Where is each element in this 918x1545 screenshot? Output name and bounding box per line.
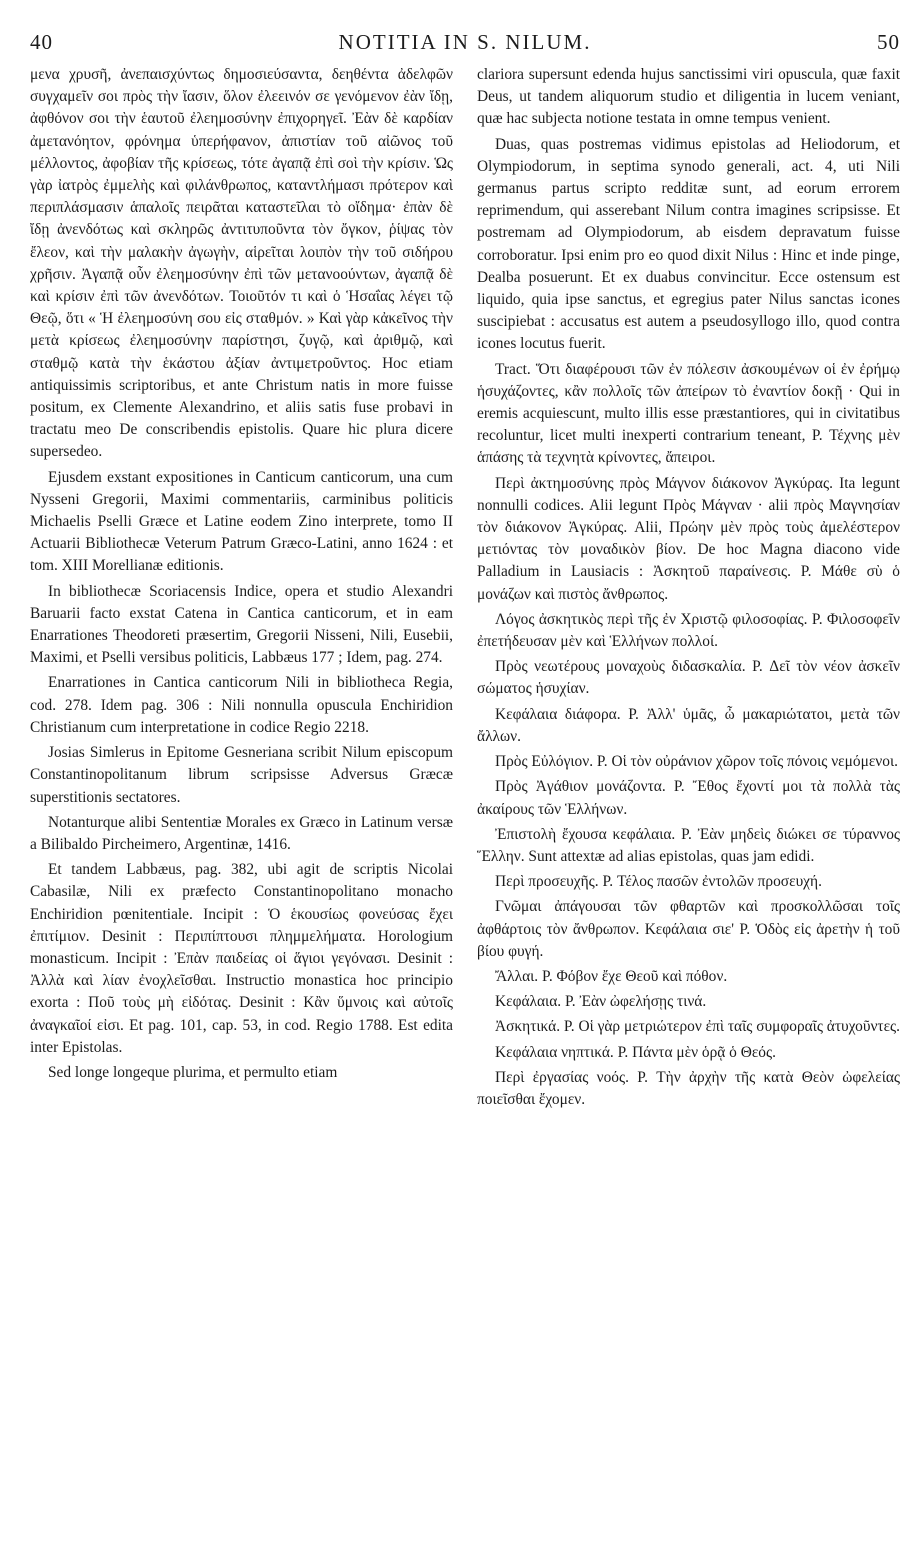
paragraph: Et tandem Labbæus, pag. 382, ubi agit de scriptis Nicolai Cabasilæ, Nili ex præfecto Constantinopolitano monacho Enchiridion pœnitentiale. Incipit : Ὁ ἑκουσίως φονεύσας ἔχει ἐπιτίμιον. Desinit : Περιπίπτουσι πλημμελήματα. Horologium monasticum. Incipit : Ἐπὰν παιδείας οἱ ἅγιοι γεγόνασι. Desinit : Ἀλλὰ καὶ λίαν ἐνοχλεῖσθαι. Instructio monastica hoc principio exorta : Ποῦ τοὺς μὴ εἰδότας. Desinit : Κἂν ὕμνοις καὶ αὐτοῖς ἀναγκαῖοί εἰσι. Et pag. 101, cap. 53, in cod. Regio 1788. Est edita inter Epistolas. (30, 861, 453, 1056)
page-number-right: 50 (877, 30, 900, 54)
right-column (477, 64, 900, 1111)
paragraph: Γνῶμαι ἀπάγουσαι τῶν φθαρτῶν καὶ προσκολλῶσαι τοῖς ἀφθάρτοις τὸν ἄνθρωπον. Κεφάλαια σιε' P. Ὁδὸς εἰς ἀρετὴν ἡ τοῦ βίου φυγή. (477, 898, 900, 960)
paragraph: Περὶ ἀκτημοσύνης πρὸς Μάγνον διάκονον Ἀγκύρας. Ita legunt nonnulli codices. Alii legunt Πρὸς Μάγναν · alii πρὸς Μαγνησίαν τὸν διάκονον Ἀγκύρας. Alii, Πρώην μὲν πρὸς τοὺς ἀμελέστερον μετιόντας τὸν μοναδικὸν βίον. De hoc Magna diacono vide Palladium in Lausiacis : Ἀσκητοῦ παραίνεσις. P. Μάθε σὺ ὁ μονάζων καὶ πιστὸς ἄνθρωπος. (477, 474, 900, 603)
paragraph: clariora supersunt edenda hujus sanctissimi viri opuscula, quæ faxit Deus, ut tandem aliquorum studio et diligentia in lucem veniant, quæ hac subjecta notione testata in omne tempus venient. (477, 66, 900, 128)
paragraph: Duas, quas postremas vidimus epistolas ad Heliodorum, et Olympiodorum, in septima synodo generali, act. 4, uti Nili germanus partus scripto redditæ sunt, ad eorum errorem reprimendum, qui asserebant Nilum contra imagines scripsisse. Et postremam ad Olympiodorum, ab eisdem depravatum fuisse corroboratur. Ipsi enim pro eo quod dixit Nilus : Hinc et inde pinge, Dealba posuerunt. Et ex duabus convincitur. Ecce ostensum est liquido, quia ipse sanctus, et egregius pater Nilus sanctas icones suscipiebat : accusatus est autem a pseudosyllogo illo, quod contra icones locutus fuerit. (477, 135, 900, 353)
paragraph: Πρὸς Ἀγάθιον μονάζοντα. P. Ἔθος ἔχοντί μοι τὰ πολλὰ τὰς ἀκαίρους τῶν Ἑλλήνων. (477, 778, 900, 818)
paragraph: Περὶ προσευχῆς. P. Τέλος πασῶν ἐντολῶν προσευχή. (495, 873, 822, 891)
left-column (30, 64, 453, 1111)
running-title: NOTITIA IN S. NILUM. (338, 30, 592, 54)
paragraph: Ἐπιστολὴ ἔχουσα κεφάλαια. P. Ἐὰν μηδεὶς διώκει σε τύραννος Ἕλλην. Sunt attextæ ad alias epistolas, quas jam edidi. (477, 825, 900, 865)
paragraph: Πρὸς νεωτέρους μοναχοὺς διδασκαλία. P. Δεῖ τὸν νέον ἀσκεῖν σώματος ἡσυχίαν. (477, 658, 900, 698)
text-columns (30, 64, 900, 1111)
paragraph: Sed longe longeque plurima, et permulto etiam (48, 1063, 338, 1081)
paragraph: Κεφάλαια νηπτικά. P. Πάντα μὲν ὁρᾷ ὁ Θεός. (495, 1043, 776, 1061)
paragraph: Κεφάλαια. P. Ἐὰν ὠφελήσῃς τινά. (495, 993, 707, 1011)
paragraph: Josias Simlerus in Epitome Gesneriana scribit Nilum episcopum Constantinopolitanum librum scripsisse Adversus Græcæ superstitionis sectatores. (30, 744, 453, 806)
paragraph: Περὶ ἐργασίας νοός. P. Τὴν ἀρχὴν τῆς κατὰ Θεὸν ὠφελείας ποιεῖσθαι ἔχομεν. (477, 1068, 900, 1108)
paragraph: Λόγος ἀσκητικὸς περὶ τῆς ἐν Χριστῷ φιλοσοφίας. P. Φιλοσοφεῖν ἐπετήδευσαν μὲν καὶ Ἑλλήνων πολλοί. (477, 610, 900, 651)
page-number-left: 40 (30, 30, 53, 54)
paragraph: In bibliothecæ Scoriacensis Indice, opera et studio Alexandri Baruarii facto exstat Catena in Cantica canticorum, et in eam Enarrationes Theodoreti præsertim, Gregorii Nisseni, Nili, Eusebii, Maximi, et Pselli versibus politicis, Labbæus 177 ; Idem, pag. 274. (30, 582, 453, 667)
paragraph: Ejusdem exstant expositiones in Canticum canticorum, una cum Nysseni Gregorii, Maximi commentariis, carminibus politicis Michaelis Pselli Græce et Latine eodem Zino interprete, tomo II Actuarii Bibliothecæ Veterum Patrum Græco-Latini, anno 1624 : et tom. XIII Morellianæ editionis. (30, 468, 453, 575)
paragraph: Enarrationes in Cantica canticorum Nili in bibliotheca Regia, cod. 278. Idem pag. 306 : Nili nonnulla opuscula Enchiridion Christianum cum interpretatione in codice Regio 2218. (30, 674, 453, 736)
paragraph: Tract. Ὅτι διαφέρουσι τῶν ἐν πόλεσιν ἀσκουμένων οἱ ἐν ἐρήμῳ ἡσυχάζοντες, κἂν πολλοῖς τῶν ἀπείρων τὸ ἐναντίον δοκῇ · Qui in eremis acquiescunt, multo illis esse præstantiores, qui in civitatibus recoluntur, licet multi inexperti contrarium teneant, P. Τέχνης μὲν ἁπάσης τὰ τεχνητὰ κρίνοντες, ἄπειροι. (477, 360, 900, 467)
running-header (30, 30, 900, 60)
paragraph: Κεφάλαια διάφορα. P. Ἀλλ' ὑμᾶς, ὦ μακαριώτατοι, μετὰ τῶν ἄλλων. (477, 705, 900, 745)
paragraph: Πρὸς Εὐλόγιον. P. Οἱ τὸν οὐράνιον χῶρον τοῖς πόνοις νεμόμενοι. (495, 753, 898, 771)
paragraph: Notanturque alibi Sententiæ Morales ex Græco in Latinum versæ a Bilibaldo Pircheimero, Argentinæ, 1416. (30, 813, 453, 853)
paragraph: Ἀσκητικά. P. Οἱ γὰρ μετριώτερον ἐπὶ ταῖς συμφοραῖς ἀτυχοῦντες. (495, 1018, 900, 1036)
paragraph: μενα χρυσῆ, ἀνεπαισχύντως δημοσιεύσαντα, δεηθέντα ἀδελφῶν συγχαμεῖν σοι πρὸς τὴν ἴασιν, ὅλον ἐλεεινόν σε γενόμενον ἐὰν ἴδῃ, ἀφθόνον σοι τὴν ἑαυτοῦ ἐλεημοσύνην ἐπιχορηγεῖ. Ἐὰν δὲ καρδίαν ἀμετανόητον, φρόνημα ὑπερήφανον, ἀπιστίαν τοῦ αἰῶνος τοῦ μέλλοντος, ἀφοβίαν τῆς κρίσεως, τότε ἀγαπᾷ ἐπὶ σοὶ τὴν κρίσιν. Ὡς γὰρ ἰατρὸς ἐμμελὴς καὶ φιλάνθρωπος, καταντλήμασι πρότερον καὶ περιπλάσμασιν ἁπαλοῖς πειρᾶται καταστεῖλαι τὸ οἴδημα· ἐπὰν δὲ ἴδῃ ἀνενδότως καὶ σκληρῶς ἀντιτυποῦντα τὸν ὄγκον, ῥίψας τὸν ἔλεον, καὶ τὴν μαλακὴν ἀγωγὴν, αἱρεῖται λοιπὸν τὴν τοῦ σιδήρου χρῆσιν. Ἀγαπᾷ οὖν ἐλεημοσύνην ἐπὶ τῶν μετανοούντων, ἀγαπᾷ δὲ καὶ κρίσιν ἐπὶ τῶν ἀνενδότων. Τοιοῦτόν τι καὶ ὁ Ἡσαΐας λέγει τῷ Θεῷ, ὅτι « Ἡ ἐλεημοσύνη σου εἰς σταθμόν. » Καὶ γὰρ κἀκεῖνος τὴν μετὰ κρίσεως ἐλεημοσύνην παρίστησι, ζυγῷ, καὶ ἀριθμῷ, καὶ σταθμῷ κατὰ τὴν ἑκάστου ἀξίαν ἀντιμετροῦντος. Hoc etiam antiquissimis scriptoribus, et ante Christum natis in more fuisse positum, ex Clemente Alexandrino, et aliis satis fuse probavi in tractatu meo De conscribendis epistolis. Quare hic plura dicere supersedeo. (30, 66, 453, 461)
paragraph: Ἄλλαι. P. Φόβον ἔχε Θεοῦ καὶ πόθον. (495, 967, 728, 985)
